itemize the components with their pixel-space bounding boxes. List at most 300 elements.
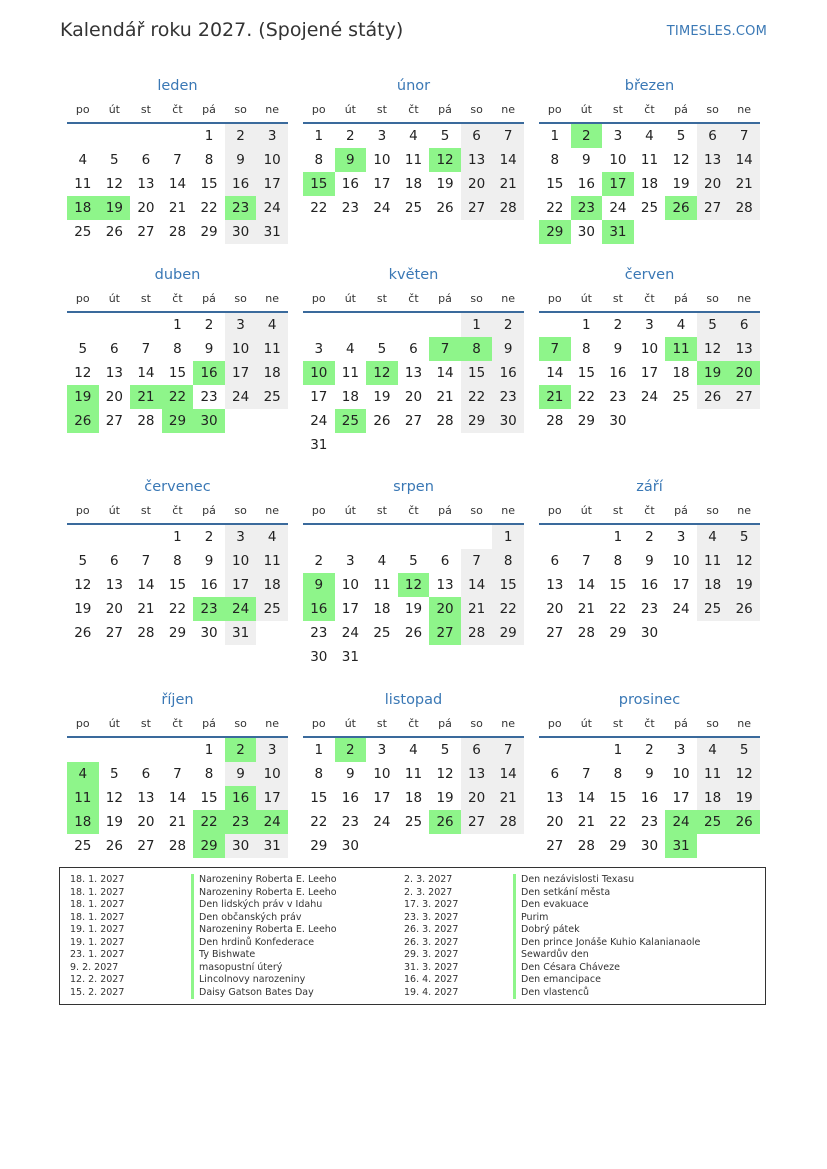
- day-cell[interactable]: 11: [256, 337, 288, 361]
- day-cell[interactable]: 13: [137, 176, 155, 192]
- day-cell[interactable]: 7: [728, 124, 760, 148]
- holiday-day-cell[interactable]: 11: [665, 337, 697, 361]
- day-cell[interactable]: 28: [137, 413, 155, 429]
- day-cell[interactable]: 16: [341, 176, 359, 192]
- day-cell[interactable]: 18: [256, 573, 288, 597]
- day-cell[interactable]: 5: [728, 525, 760, 549]
- day-cell[interactable]: 13: [728, 337, 760, 361]
- day-cell[interactable]: 4: [78, 152, 88, 168]
- day-cell[interactable]: 18: [640, 176, 659, 192]
- holiday-day-cell[interactable]: 16: [303, 597, 335, 621]
- day-cell[interactable]: 17: [225, 361, 257, 385]
- holiday-day-cell[interactable]: 2: [225, 738, 257, 762]
- day-cell[interactable]: 1: [173, 317, 182, 333]
- day-cell[interactable]: 19: [105, 814, 123, 830]
- day-cell[interactable]: 2: [492, 313, 524, 337]
- day-cell[interactable]: 27: [546, 838, 564, 854]
- day-cell[interactable]: 20: [105, 389, 123, 405]
- day-cell[interactable]: 27: [137, 838, 155, 854]
- day-cell[interactable]: 22: [546, 200, 564, 216]
- holiday-day-cell[interactable]: 7: [429, 337, 461, 361]
- day-cell[interactable]: 24: [256, 196, 288, 220]
- day-cell[interactable]: 7: [141, 553, 151, 569]
- day-cell[interactable]: 14: [728, 148, 760, 172]
- day-cell[interactable]: 11: [256, 549, 288, 573]
- day-cell[interactable]: 13: [105, 365, 123, 381]
- day-cell[interactable]: 21: [492, 172, 524, 196]
- day-cell[interactable]: 22: [310, 200, 328, 216]
- holiday-day-cell[interactable]: 9: [303, 573, 335, 597]
- day-cell[interactable]: 14: [168, 790, 187, 806]
- day-cell[interactable]: 31: [341, 649, 359, 665]
- day-cell[interactable]: 20: [461, 172, 493, 196]
- day-cell[interactable]: 27: [404, 413, 423, 429]
- day-cell[interactable]: 17: [256, 786, 288, 810]
- holiday-day-cell[interactable]: 8: [461, 337, 493, 361]
- day-cell[interactable]: 18: [404, 176, 423, 192]
- day-cell[interactable]: 22: [609, 814, 627, 830]
- day-cell[interactable]: 8: [613, 553, 623, 569]
- day-cell[interactable]: 13: [697, 148, 729, 172]
- day-cell[interactable]: 3: [377, 128, 387, 144]
- day-cell[interactable]: 24: [640, 389, 659, 405]
- day-cell[interactable]: 10: [373, 766, 391, 782]
- day-cell[interactable]: 8: [204, 766, 214, 782]
- day-cell[interactable]: 6: [550, 553, 560, 569]
- day-cell[interactable]: 1: [314, 128, 324, 144]
- day-cell[interactable]: 1: [492, 525, 524, 549]
- day-cell[interactable]: 15: [609, 790, 627, 806]
- day-cell[interactable]: 1: [314, 742, 324, 758]
- holiday-day-cell[interactable]: 23: [193, 597, 225, 621]
- day-cell[interactable]: 25: [404, 200, 423, 216]
- holiday-day-cell[interactable]: 9: [335, 148, 367, 172]
- day-cell[interactable]: 3: [676, 742, 686, 758]
- day-cell[interactable]: 9: [645, 553, 654, 569]
- day-cell[interactable]: 1: [550, 128, 560, 144]
- day-cell[interactable]: 3: [676, 529, 686, 545]
- day-cell[interactable]: 24: [373, 200, 391, 216]
- holiday-day-cell[interactable]: 10: [303, 361, 335, 385]
- day-cell[interactable]: 2: [314, 553, 324, 569]
- day-cell[interactable]: 15: [577, 365, 595, 381]
- day-cell[interactable]: 26: [728, 597, 760, 621]
- holiday-day-cell[interactable]: 22: [193, 810, 225, 834]
- day-cell[interactable]: 4: [409, 742, 418, 758]
- day-cell[interactable]: 28: [436, 413, 454, 429]
- day-cell[interactable]: 19: [728, 786, 760, 810]
- day-cell[interactable]: 21: [492, 786, 524, 810]
- holiday-day-cell[interactable]: 24: [665, 810, 697, 834]
- day-cell[interactable]: 29: [168, 625, 187, 641]
- day-cell[interactable]: 25: [256, 385, 288, 409]
- holiday-day-cell[interactable]: 16: [225, 786, 257, 810]
- day-cell[interactable]: 23: [341, 200, 359, 216]
- day-cell[interactable]: 10: [225, 337, 257, 361]
- holiday-day-cell[interactable]: 25: [335, 409, 367, 433]
- holiday-day-cell[interactable]: 30: [193, 409, 225, 433]
- day-cell[interactable]: 27: [137, 224, 155, 240]
- day-cell[interactable]: 3: [314, 341, 324, 357]
- day-cell[interactable]: 5: [728, 738, 760, 762]
- day-cell[interactable]: 16: [225, 172, 257, 196]
- holiday-day-cell[interactable]: 20: [728, 361, 760, 385]
- day-cell[interactable]: 23: [640, 601, 659, 617]
- day-cell[interactable]: 24: [672, 601, 690, 617]
- day-cell[interactable]: 13: [461, 762, 493, 786]
- day-cell[interactable]: 20: [137, 814, 155, 830]
- day-cell[interactable]: 8: [550, 152, 560, 168]
- holiday-day-cell[interactable]: 19: [697, 361, 729, 385]
- day-cell[interactable]: 29: [609, 838, 627, 854]
- day-cell[interactable]: 26: [74, 625, 92, 641]
- holiday-day-cell[interactable]: 29: [539, 220, 571, 244]
- day-cell[interactable]: 10: [609, 152, 627, 168]
- day-cell[interactable]: 3: [346, 553, 355, 569]
- day-cell[interactable]: 17: [672, 577, 690, 593]
- day-cell[interactable]: 27: [105, 413, 123, 429]
- day-cell[interactable]: 4: [697, 525, 729, 549]
- holiday-day-cell[interactable]: 23: [571, 196, 603, 220]
- day-cell[interactable]: 8: [613, 766, 623, 782]
- day-cell[interactable]: 6: [697, 124, 729, 148]
- day-cell[interactable]: 5: [78, 341, 88, 357]
- day-cell[interactable]: 24: [341, 625, 359, 641]
- day-cell[interactable]: 14: [168, 176, 187, 192]
- day-cell[interactable]: 27: [728, 385, 760, 409]
- holiday-day-cell[interactable]: 31: [602, 220, 634, 244]
- day-cell[interactable]: 1: [613, 742, 623, 758]
- holiday-day-cell[interactable]: 12: [366, 361, 398, 385]
- day-cell[interactable]: 2: [204, 529, 214, 545]
- day-cell[interactable]: 12: [728, 762, 760, 786]
- day-cell[interactable]: 7: [173, 766, 182, 782]
- day-cell[interactable]: 3: [613, 128, 623, 144]
- day-cell[interactable]: 17: [256, 172, 288, 196]
- day-cell[interactable]: 6: [440, 553, 450, 569]
- day-cell[interactable]: 12: [697, 337, 729, 361]
- day-cell[interactable]: 18: [672, 365, 690, 381]
- day-cell[interactable]: 18: [341, 389, 359, 405]
- day-cell[interactable]: 16: [640, 577, 659, 593]
- day-cell[interactable]: 6: [141, 766, 151, 782]
- day-cell[interactable]: 6: [461, 738, 493, 762]
- day-cell[interactable]: 6: [461, 124, 493, 148]
- day-cell[interactable]: 1: [613, 529, 623, 545]
- day-cell[interactable]: 5: [697, 313, 729, 337]
- day-cell[interactable]: 1: [582, 317, 591, 333]
- day-cell[interactable]: 10: [256, 148, 288, 172]
- day-cell[interactable]: 19: [373, 389, 391, 405]
- holiday-day-cell[interactable]: 21: [539, 385, 571, 409]
- day-cell[interactable]: 27: [461, 810, 493, 834]
- day-cell[interactable]: 29: [461, 409, 493, 433]
- day-cell[interactable]: 9: [582, 152, 591, 168]
- day-cell[interactable]: 13: [546, 790, 564, 806]
- holiday-day-cell[interactable]: 12: [398, 573, 430, 597]
- holiday-day-cell[interactable]: 27: [429, 621, 461, 645]
- day-cell[interactable]: 29: [609, 625, 627, 641]
- day-cell[interactable]: 30: [609, 413, 627, 429]
- day-cell[interactable]: 11: [697, 549, 729, 573]
- day-cell[interactable]: 6: [550, 766, 560, 782]
- day-cell[interactable]: 26: [697, 385, 729, 409]
- day-cell[interactable]: 19: [436, 790, 454, 806]
- day-cell[interactable]: 28: [137, 625, 155, 641]
- day-cell[interactable]: 20: [697, 172, 729, 196]
- day-cell[interactable]: 16: [492, 361, 524, 385]
- day-cell[interactable]: 29: [310, 838, 328, 854]
- holiday-day-cell[interactable]: 12: [429, 148, 461, 172]
- holiday-day-cell[interactable]: 21: [130, 385, 162, 409]
- day-cell[interactable]: 15: [461, 361, 493, 385]
- day-cell[interactable]: 21: [728, 172, 760, 196]
- day-cell[interactable]: 23: [341, 814, 359, 830]
- holiday-day-cell[interactable]: 24: [256, 810, 288, 834]
- day-cell[interactable]: 22: [168, 601, 187, 617]
- day-cell[interactable]: 12: [74, 577, 92, 593]
- day-cell[interactable]: 11: [74, 176, 92, 192]
- day-cell[interactable]: 27: [105, 625, 123, 641]
- day-cell[interactable]: 22: [577, 389, 595, 405]
- day-cell[interactable]: 8: [492, 549, 524, 573]
- day-cell[interactable]: 3: [256, 738, 288, 762]
- day-cell[interactable]: 6: [728, 313, 760, 337]
- holiday-day-cell[interactable]: 11: [67, 786, 99, 810]
- day-cell[interactable]: 2: [613, 317, 623, 333]
- day-cell[interactable]: 25: [256, 597, 288, 621]
- day-cell[interactable]: 14: [546, 365, 564, 381]
- day-cell[interactable]: 9: [225, 762, 257, 786]
- day-cell[interactable]: 30: [225, 834, 257, 858]
- day-cell[interactable]: 4: [697, 738, 729, 762]
- day-cell[interactable]: 11: [404, 766, 423, 782]
- day-cell[interactable]: 12: [105, 790, 123, 806]
- day-cell[interactable]: 28: [546, 413, 564, 429]
- day-cell[interactable]: 25: [672, 389, 690, 405]
- day-cell[interactable]: 9: [346, 766, 355, 782]
- day-cell[interactable]: 27: [461, 196, 493, 220]
- day-cell[interactable]: 28: [168, 224, 187, 240]
- day-cell[interactable]: 7: [582, 766, 591, 782]
- day-cell[interactable]: 25: [373, 625, 391, 641]
- day-cell[interactable]: 28: [728, 196, 760, 220]
- day-cell[interactable]: 9: [492, 337, 524, 361]
- day-cell[interactable]: 23: [200, 389, 218, 405]
- day-cell[interactable]: 13: [404, 365, 423, 381]
- day-cell[interactable]: 10: [341, 577, 359, 593]
- holiday-day-cell[interactable]: 2: [335, 738, 367, 762]
- day-cell[interactable]: 13: [461, 148, 493, 172]
- day-cell[interactable]: 6: [110, 553, 119, 569]
- day-cell[interactable]: 17: [640, 365, 659, 381]
- day-cell[interactable]: 26: [105, 224, 123, 240]
- day-cell[interactable]: 24: [225, 385, 257, 409]
- day-cell[interactable]: 20: [105, 601, 123, 617]
- day-cell[interactable]: 17: [672, 790, 690, 806]
- day-cell[interactable]: 14: [577, 577, 595, 593]
- day-cell[interactable]: 11: [697, 762, 729, 786]
- day-cell[interactable]: 18: [256, 361, 288, 385]
- holiday-day-cell[interactable]: 29: [162, 409, 194, 433]
- day-cell[interactable]: 30: [310, 649, 328, 665]
- day-cell[interactable]: 7: [173, 152, 182, 168]
- day-cell[interactable]: 12: [436, 766, 454, 782]
- day-cell[interactable]: 20: [546, 601, 564, 617]
- day-cell[interactable]: 21: [168, 814, 187, 830]
- day-cell[interactable]: 5: [440, 128, 450, 144]
- day-cell[interactable]: 13: [436, 577, 454, 593]
- holiday-day-cell[interactable]: 29: [193, 834, 225, 858]
- day-cell[interactable]: 29: [200, 224, 218, 240]
- day-cell[interactable]: 25: [74, 838, 92, 854]
- day-cell[interactable]: 25: [74, 224, 92, 240]
- holiday-day-cell[interactable]: 26: [67, 409, 99, 433]
- day-cell[interactable]: 15: [200, 790, 218, 806]
- day-cell[interactable]: 17: [341, 601, 359, 617]
- day-cell[interactable]: 21: [137, 601, 155, 617]
- day-cell[interactable]: 22: [310, 814, 328, 830]
- day-cell[interactable]: 4: [256, 313, 288, 337]
- day-cell[interactable]: 7: [582, 553, 591, 569]
- day-cell[interactable]: 23: [492, 385, 524, 409]
- day-cell[interactable]: 9: [204, 553, 214, 569]
- day-cell[interactable]: 31: [256, 834, 288, 858]
- day-cell[interactable]: 12: [74, 365, 92, 381]
- day-cell[interactable]: 26: [105, 838, 123, 854]
- holiday-day-cell[interactable]: 26: [728, 810, 760, 834]
- day-cell[interactable]: 10: [640, 341, 659, 357]
- holiday-day-cell[interactable]: 23: [225, 810, 257, 834]
- day-cell[interactable]: 18: [404, 790, 423, 806]
- day-cell[interactable]: 30: [225, 220, 257, 244]
- day-cell[interactable]: 8: [314, 766, 324, 782]
- day-cell[interactable]: 3: [377, 742, 387, 758]
- day-cell[interactable]: 5: [676, 128, 686, 144]
- day-cell[interactable]: 18: [373, 601, 391, 617]
- day-cell[interactable]: 24: [310, 413, 328, 429]
- day-cell[interactable]: 10: [256, 762, 288, 786]
- day-cell[interactable]: 20: [404, 389, 423, 405]
- day-cell[interactable]: 31: [310, 437, 328, 453]
- day-cell[interactable]: 1: [461, 313, 493, 337]
- day-cell[interactable]: 28: [577, 838, 595, 854]
- day-cell[interactable]: 10: [672, 766, 690, 782]
- day-cell[interactable]: 30: [640, 625, 659, 641]
- day-cell[interactable]: 28: [461, 621, 493, 645]
- day-cell[interactable]: 14: [461, 573, 493, 597]
- day-cell[interactable]: 15: [492, 573, 524, 597]
- day-cell[interactable]: 8: [314, 152, 324, 168]
- day-cell[interactable]: 29: [577, 413, 595, 429]
- day-cell[interactable]: 5: [110, 766, 119, 782]
- holiday-day-cell[interactable]: 2: [571, 124, 603, 148]
- day-cell[interactable]: 11: [640, 152, 659, 168]
- day-cell[interactable]: 3: [645, 317, 654, 333]
- day-cell[interactable]: 2: [346, 128, 355, 144]
- day-cell[interactable]: 15: [200, 176, 218, 192]
- day-cell[interactable]: 5: [440, 742, 450, 758]
- day-cell[interactable]: 24: [609, 200, 627, 216]
- holiday-day-cell[interactable]: 20: [429, 597, 461, 621]
- day-cell[interactable]: 2: [204, 317, 214, 333]
- day-cell[interactable]: 8: [173, 341, 182, 357]
- day-cell[interactable]: 29: [492, 621, 524, 645]
- day-cell[interactable]: 25: [404, 814, 423, 830]
- day-cell[interactable]: 9: [613, 341, 623, 357]
- day-cell[interactable]: 5: [78, 553, 88, 569]
- day-cell[interactable]: 23: [640, 814, 659, 830]
- day-cell[interactable]: 1: [204, 742, 214, 758]
- day-cell[interactable]: 2: [645, 529, 654, 545]
- day-cell[interactable]: 14: [492, 148, 524, 172]
- day-cell[interactable]: 15: [609, 577, 627, 593]
- day-cell[interactable]: 4: [377, 553, 387, 569]
- day-cell[interactable]: 27: [546, 625, 564, 641]
- day-cell[interactable]: 4: [409, 128, 418, 144]
- day-cell[interactable]: 28: [577, 625, 595, 641]
- day-cell[interactable]: 3: [225, 525, 257, 549]
- day-cell[interactable]: 16: [200, 577, 218, 593]
- day-cell[interactable]: 21: [168, 200, 187, 216]
- day-cell[interactable]: 12: [728, 549, 760, 573]
- day-cell[interactable]: 7: [461, 549, 493, 573]
- day-cell[interactable]: 10: [373, 152, 391, 168]
- day-cell[interactable]: 28: [492, 196, 524, 220]
- day-cell[interactable]: 20: [137, 200, 155, 216]
- day-cell[interactable]: 3: [225, 313, 257, 337]
- day-cell[interactable]: 7: [141, 341, 151, 357]
- day-cell[interactable]: 20: [546, 814, 564, 830]
- day-cell[interactable]: 1: [204, 128, 214, 144]
- day-cell[interactable]: 9: [225, 148, 257, 172]
- day-cell[interactable]: 21: [577, 814, 595, 830]
- day-cell[interactable]: 22: [492, 597, 524, 621]
- holiday-day-cell[interactable]: 15: [303, 172, 335, 196]
- day-cell[interactable]: 6: [409, 341, 418, 357]
- day-cell[interactable]: 17: [373, 790, 391, 806]
- day-cell[interactable]: 5: [409, 553, 418, 569]
- day-cell[interactable]: 2: [225, 124, 257, 148]
- day-cell[interactable]: 27: [697, 196, 729, 220]
- day-cell[interactable]: 3: [256, 124, 288, 148]
- day-cell[interactable]: 20: [461, 786, 493, 810]
- day-cell[interactable]: 30: [577, 224, 595, 240]
- holiday-day-cell[interactable]: 18: [67, 810, 99, 834]
- day-cell[interactable]: 13: [546, 577, 564, 593]
- day-cell[interactable]: 14: [436, 365, 454, 381]
- day-cell[interactable]: 10: [225, 549, 257, 573]
- day-cell[interactable]: 13: [105, 577, 123, 593]
- day-cell[interactable]: 5: [110, 152, 119, 168]
- day-cell[interactable]: 26: [436, 200, 454, 216]
- day-cell[interactable]: 25: [640, 200, 659, 216]
- day-cell[interactable]: 11: [373, 577, 391, 593]
- day-cell[interactable]: 17: [373, 176, 391, 192]
- day-cell[interactable]: 1: [173, 529, 182, 545]
- day-cell[interactable]: 15: [310, 790, 328, 806]
- holiday-day-cell[interactable]: 17: [602, 172, 634, 196]
- day-cell[interactable]: 16: [609, 365, 627, 381]
- day-cell[interactable]: 4: [346, 341, 355, 357]
- day-cell[interactable]: 26: [404, 625, 423, 641]
- day-cell[interactable]: 8: [173, 553, 182, 569]
- day-cell[interactable]: 25: [697, 597, 729, 621]
- day-cell[interactable]: 19: [74, 601, 92, 617]
- day-cell[interactable]: 19: [436, 176, 454, 192]
- day-cell[interactable]: 12: [672, 152, 690, 168]
- day-cell[interactable]: 6: [110, 341, 119, 357]
